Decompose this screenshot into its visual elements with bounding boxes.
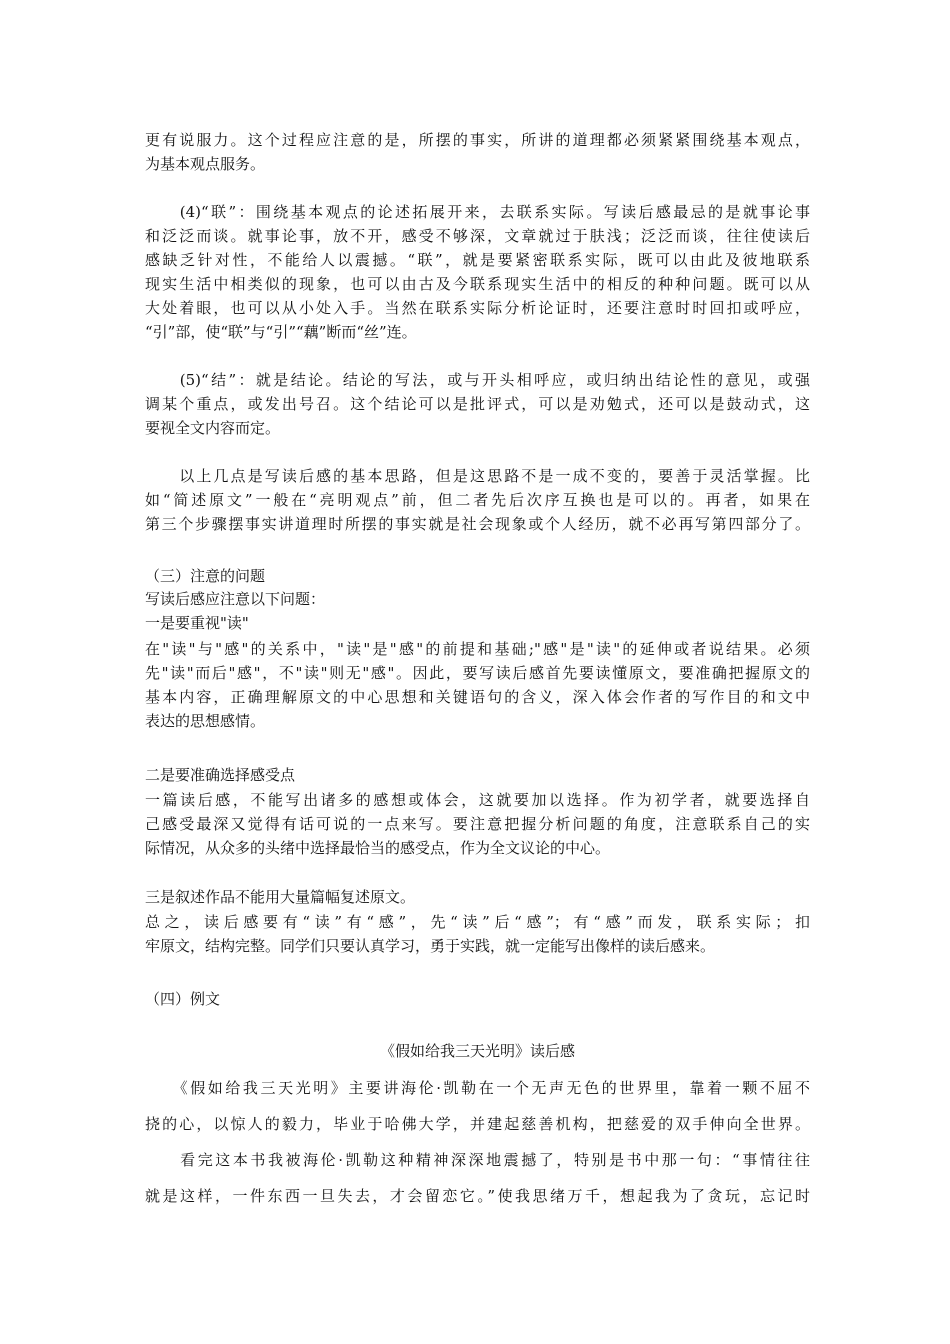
text-line: 调某个重点，或发出号召。这个结论可以是批评式，可以是劝勉式，还可以是鼓动式，这 — [145, 395, 810, 413]
essay-body — [145, 1070, 810, 1214]
text-line: 基本内容，正确理解原文的中心思想和关键语句的含义，深入体会作者的写作目的和文中 — [145, 688, 810, 706]
text-line: 际情况，从众多的头绪中选择最恰当的感受点，作为全文议论的中心。 — [145, 839, 611, 857]
text-line: (4)“联”：围绕基本观点的论述拓展开来，去联系实际。写读后感最忌的是就事论事 — [145, 203, 810, 221]
text-line: 《假如给我三天光明》主要讲海伦·凯勒在一个无声无色的世界里，靠着一颗不屈不 — [145, 1079, 810, 1097]
text-line: 现实生活中相类似的现象，也可以由古及今联系现实生活中的相反的种种问题。既可以从 — [145, 275, 810, 293]
paragraph-lian — [145, 200, 810, 344]
text-line: (5)“结”：就是结论。结论的写法，或与开头相呼应，或归纳出结论性的意见，或强 — [145, 371, 810, 389]
text-line: “引”部，使“联”与“引”“藕”断而“丝”连。 — [145, 323, 417, 341]
point1-heading: 一是要重视"读" — [145, 614, 249, 632]
paragraph-conclusion — [145, 910, 810, 958]
section4-heading: （四）例文 — [145, 990, 221, 1008]
paragraph-jie — [145, 368, 810, 440]
text-line: 大处着眼，也可以从小处入手。当然在联系实际分析论证时，还要注意时时回扣或呼应， — [145, 299, 810, 317]
section3-intro: 写读后感应注意以下问题： — [145, 590, 326, 608]
text-line: 就是这样，一件东西一旦失去，才会留恋它。”使我思绪万千，想起我为了贪玩，忘记时 — [145, 1187, 810, 1205]
paragraph-intro — [145, 128, 810, 176]
text-line: 更有说服力。这个过程应注意的是，所摆的事实，所讲的道理都必须紧紧围绕基本观点， — [145, 131, 810, 149]
text-line: 如“简述原文”一般在“亮明观点”前，但二者先后次序互换也是可以的。再者，如果在 — [145, 491, 810, 509]
text-line: 感缺乏针对性，不能给人以震撼。“联”，就是要紧密联系实际，既可以由此及彼地联系 — [145, 251, 810, 269]
text-line: 表达的思想感情。 — [145, 712, 266, 730]
section3-heading: （三）注意的问题 — [145, 567, 266, 585]
text-line: 第三个步骤摆事实讲道理时所摆的事实就是社会现象或个人经历，就不必再写第四部分了。 — [145, 515, 810, 533]
essay-title: 《假如给我三天光明》读后感 — [379, 1042, 575, 1060]
text-line: 和泛泛而谈。就事论事，放不开，感受不够深，文章就过于肤浅；泛泛而谈，往往使读后 — [145, 227, 810, 245]
point3-heading: 三是叙述作品不能用大量篇幅复述原文。 — [145, 888, 416, 906]
text-line: 己感受最深又觉得有话可说的一点来写。要注意把握分析问题的角度，注意联系自己的实 — [145, 815, 810, 833]
text-line: 看完这本书我被海伦·凯勒这种精神深深地震撼了，特别是书中那一句：“事情往往 — [145, 1151, 810, 1169]
text-line: 总之，读后感要有“读”有“感”，先“读”后“感”；有“感”而发，联系实际；扣 — [145, 913, 810, 931]
paragraph-point2 — [145, 788, 810, 860]
text-line: 为基本观点服务。 — [145, 155, 266, 173]
text-line: 要视全文内容而定。 — [145, 419, 281, 437]
paragraph-point1 — [145, 637, 810, 733]
point2-heading: 二是要准确选择感受点 — [145, 766, 296, 784]
text-line: 一篇读后感，不能写出诸多的感想或体会，这就要加以选择。作为初学者，就要选择自 — [145, 791, 810, 809]
text-line: 挠的心，以惊人的毅力，毕业于哈佛大学，并建起慈善机构，把慈爱的双手伸向全世界。 — [145, 1115, 810, 1133]
text-line: 牢原文，结构完整。同学们只要认真学习，勇于实践，就一定能写出像样的读后感来。 — [145, 937, 716, 955]
text-line: 先"读"而后"感"，不"读"则无"感"。因此，要写读后感首先要读懂原文，要准确把握原文的 — [145, 664, 810, 682]
paragraph-summary — [145, 464, 810, 536]
text-line: 在"读"与"感"的关系中，"读"是"感"的前提和基础;"感"是"读"的延伸或者说结果。必须 — [145, 640, 810, 658]
text-line: 以上几点是写读后感的基本思路，但是这思路不是一成不变的，要善于灵活掌握。比 — [145, 467, 810, 485]
